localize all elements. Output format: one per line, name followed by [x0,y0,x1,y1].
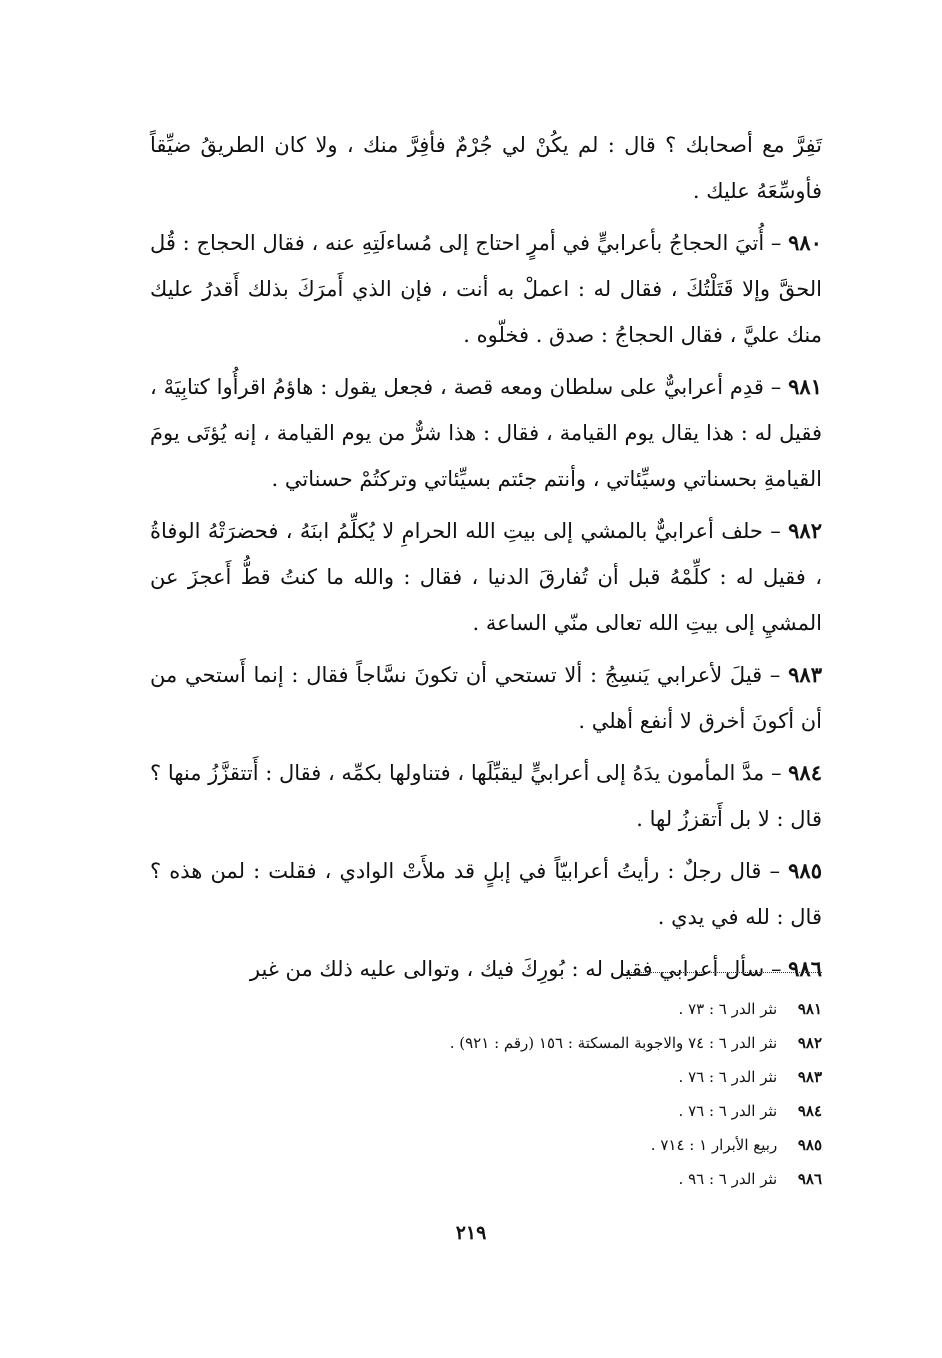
paragraph-dash: – [769,859,781,883]
footnote-text: نثر الدر ٦ : ٧٣ . [678,1000,778,1018]
footnote-separator [626,972,822,973]
paragraph-dash: – [770,519,781,543]
paragraph-number: ٩٨١ [788,374,822,399]
paragraph-text: أُتيَ الحجاجُ بأعرابيٍّ في أمرٍ احتاج إلى مُساءلَتِهِ عنه ، فقال الحجاج : قُل الحقَّ وإلا قَتَلْتُكَ ، فقال له : اعملْ به أنت ، فإن الذي أَمرَكَ بذلك أَقدرُ عليك منك عليَّ ، فقال الحجاجُ : صدق . فخلّوه . [150,231,822,347]
paragraph-number: ٩٨٢ [788,518,822,543]
paragraph-dash: – [770,957,782,981]
paragraph-text: قدِم أعرابيٌّ على سلطان ومعه قصة ، فجعل يقول : هاؤمُ اقرأُوا كتابِيَهْ ، فقيل له : هذا يقال يوم القيامة ، فقال : هذا شرٌّ من يوم القيامة ، إنه يُؤتَى يومَ القيامةِ بحسناتي وسيِّئاتي ، وأنتم جئتم بسيِّئاتي وتركتُمْ حسناتي . [150,375,822,491]
paragraph-982 [150,508,822,646]
footnote-text: نثر الدر ٦ : ٧٤ والاجوبة المسكتة : ١٥٦ (رقم : ٩٢١) . [449,1034,778,1052]
paragraph-text: حلف أعرابيٌّ بالمشي إلى بيتِ الله الحرامِ لا يُكلِّمُ ابنَهُ ، فحضرَتْهُ الوفاةُ ، فقيل له : كلِّمْهُ قبل أن تُفارقَ الدنيا ، فقال : والله ما كنتُ قطُّ أَعجزَ عن المشيِ إلى بيتِ الله تعالى منّي الساعة . [150,519,822,635]
paragraph-number: ٩٨٦ [788,956,822,981]
paragraph-text: سأل أعرابي فقيل له : بُورِكَ فيك ، وتوالى عليه ذلك من غير [249,957,765,981]
footnotes [300,992,822,1196]
footnote-text: نثر الدر ٦ : ٩٦ . [678,1170,778,1188]
footnote-item [300,1060,822,1094]
paragraph-dash: – [770,231,782,255]
paragraph-text: قال رجلٌ : رأيتُ أعرابيّاً في إبلٍ قد ملأَتْ الوادي ، فقلت : لمن هذه ؟ قال : لله في يدي . [150,859,822,929]
footnote-item [300,1162,822,1196]
footnote-item [300,1094,822,1128]
footnote-number: ٩٨١ [797,1000,822,1018]
paragraph-985 [150,848,822,940]
footnote-number: ٩٨٦ [797,1170,822,1188]
paragraph-983 [150,652,822,744]
paragraph-980 [150,220,822,358]
paragraph-number: ٩٨٠ [788,230,822,255]
paragraph-981 [150,364,822,502]
footnote-text: نثر الدر ٦ : ٧٦ . [678,1068,778,1086]
paragraph-text: مدَّ المأمون يدَهُ إلى أعرابيٍّ ليقبِّلَها ، فتناولها بكمِّه ، فقال : أَتتقزَّزُ منها ؟ قال : لا بل أَتقززُ لها . [150,761,822,831]
paragraph-text: قيلَ لأعرابي يَنسِجُ : ألا تستحي أن تكونَ نسَّاجاً فقال : إنما أَستحي من أن أكونَ أخرق لا أنفع أهلي . [150,663,822,733]
paragraph-number: ٩٨٤ [788,760,822,785]
footnote-text: ربيع الأبرار ١ : ٧١٤ . [650,1136,778,1154]
footnote-item [300,1026,822,1060]
paragraph-986 [150,946,822,992]
footnote-number: ٩٨٥ [797,1136,822,1154]
paragraph-number: ٩٨٥ [788,858,822,883]
page-number: ٢١٩ [455,1222,487,1244]
footnote-item [300,992,822,1026]
main-text [150,122,822,998]
footnote-number: ٩٨٢ [797,1034,822,1052]
paragraph-984 [150,750,822,842]
footnote-number: ٩٨٣ [797,1068,822,1086]
paragraph-dash: – [770,761,782,785]
footnote-number: ٩٨٤ [797,1102,822,1120]
paragraph-dash: – [770,375,782,399]
intro-paragraph: تَفِرَّ مع أصحابك ؟ قال : لم يكُنْ لي جُرْمٌ فأفِرَّ منك ، ولا كان الطريقُ ضيِّقاً فأوسِّعَهُ عليك . [150,133,822,203]
paragraph-number: ٩٨٣ [788,662,822,687]
footnote-item [300,1128,822,1162]
paragraph-dash: – [769,663,781,687]
footnote-text: نثر الدر ٦ : ٧٦ . [678,1102,778,1120]
